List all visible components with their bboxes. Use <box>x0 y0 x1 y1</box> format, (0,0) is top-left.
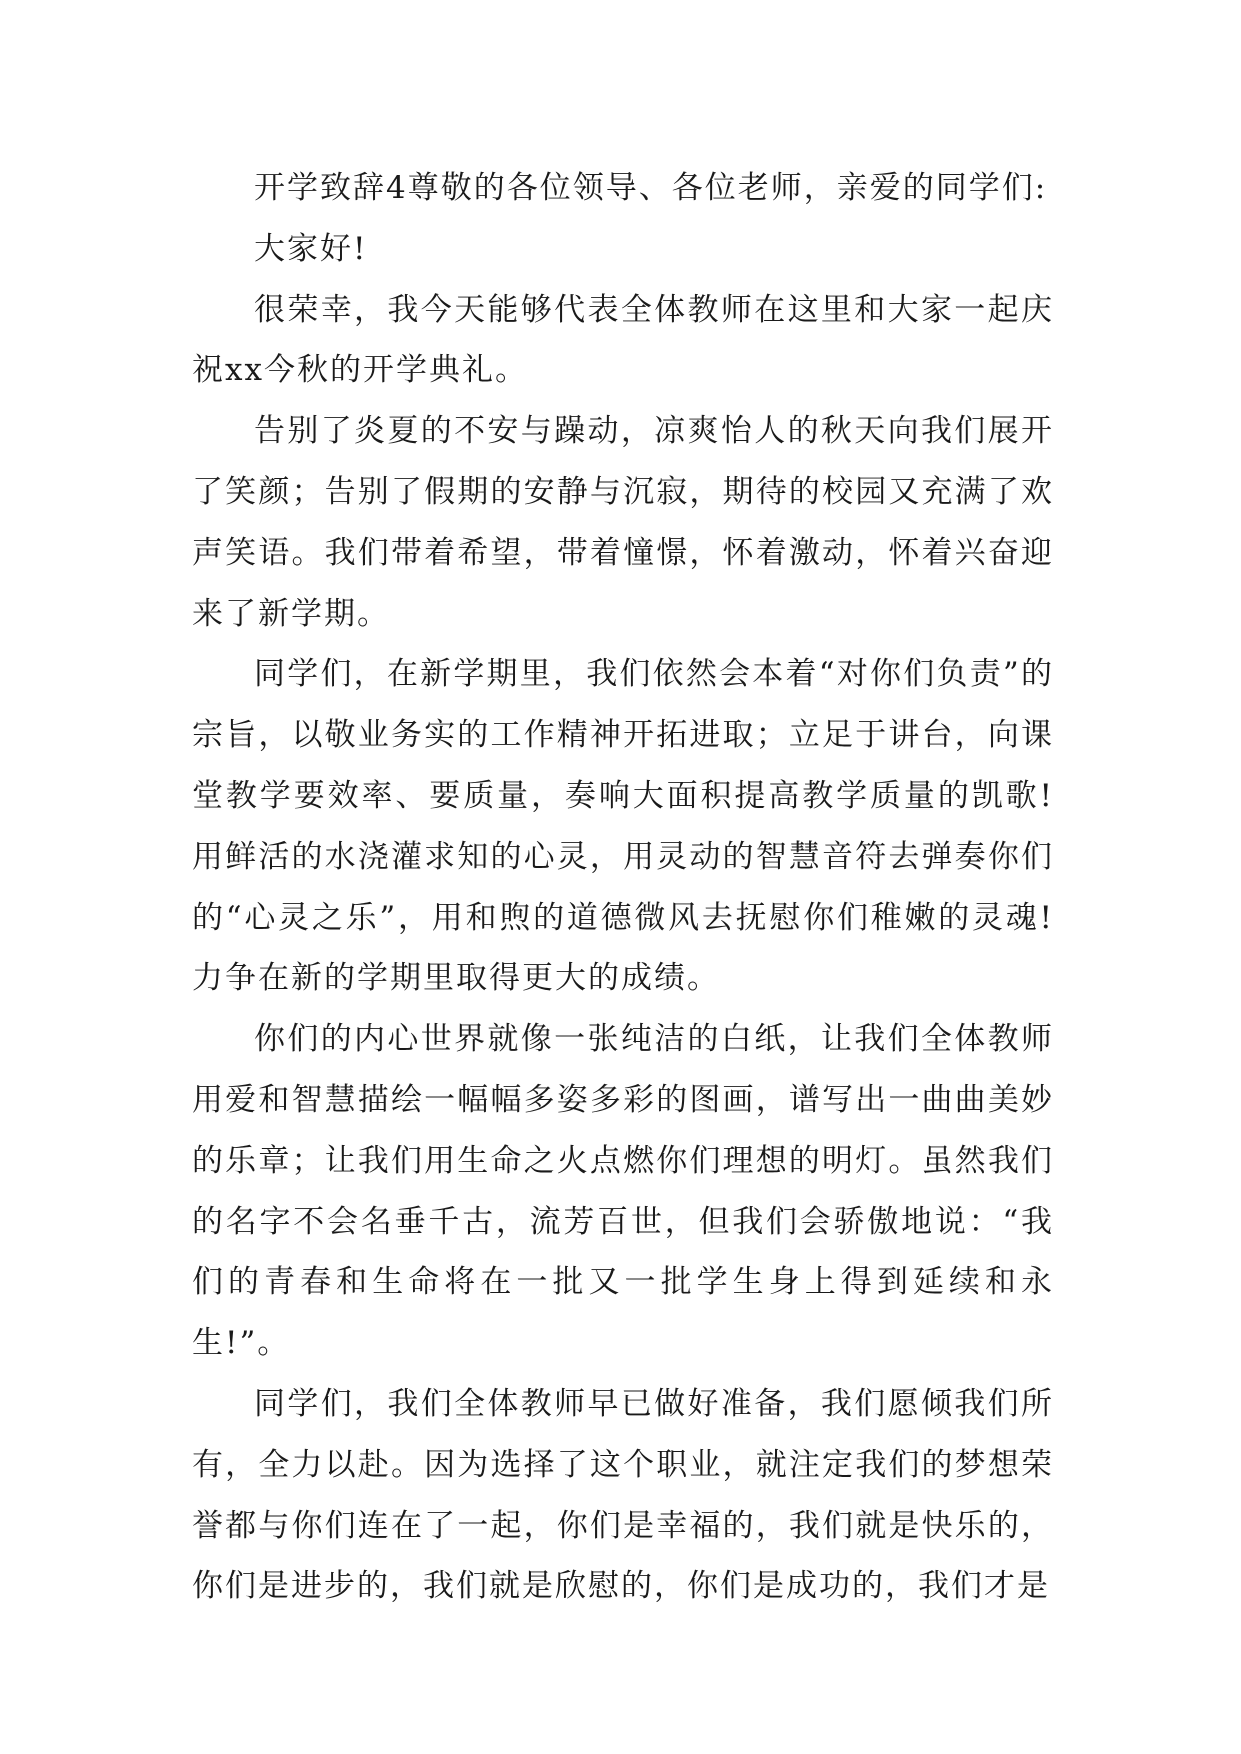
paragraph-inner-world: 你们的内心世界就像一张纯洁的白纸，让我们全体教师用爱和智慧描绘一幅幅多姿多彩的图画，谱写出一曲曲美妙的乐章；让我们用生命之火点燃你们理想的明灯。虽然我们的名字不会名垂千古，流芳百世，但我们会骄傲地说：“我们的青春和生命将在一批又一批学生身上得到延续和永生!”。 <box>192 1021 1054 1362</box>
paragraph-autumn: 告别了炎夏的不安与躁动，凉爽怡人的秋天向我们展开了笑颜；告别了假期的安静与沉寂，期待的校园又充满了欢声笑语。我们带着希望，带着憧憬，怀着激动，怀着兴奋迎来了新学期。 <box>192 413 1054 632</box>
paragraph-teachers-ready: 同学们，我们全体教师早已做好准备，我们愿倾我们所有，全力以赴。因为选择了这个职业，就注定我们的梦想荣誉都与你们连在了一起，你们是幸福的，我们就是快乐的，你们是进步的，我们就是欣慰的，你们是成功的，我们才是 <box>192 1385 1054 1605</box>
document-body <box>192 158 1054 1617</box>
paragraph-new-term: 同学们，在新学期里，我们依然会本着“对你们负责”的宗旨，以敬业务实的工作精神开拓进取；立足于讲台，向课堂教学要效率、要质量，奏响大面积提高教学质量的凯歌!用鲜活的水浇灌求知的心灵，用灵动的智慧音符去弹奏你们的“心灵之乐”，用和煦的道德微风去抚慰你们稚嫩的灵魂!力争在新的学期里取得更大的成绩。 <box>192 656 1054 997</box>
paragraph-honor: 很荣幸，我今天能够代表全体教师在这里和大家一起庆祝xx今秋的开学典礼。 <box>192 291 1054 389</box>
paragraph-greeting: 开学致辞4尊敬的各位领导、各位老师，亲爱的同学们: <box>254 170 1048 206</box>
paragraph-hello: 大家好! <box>254 230 368 267</box>
